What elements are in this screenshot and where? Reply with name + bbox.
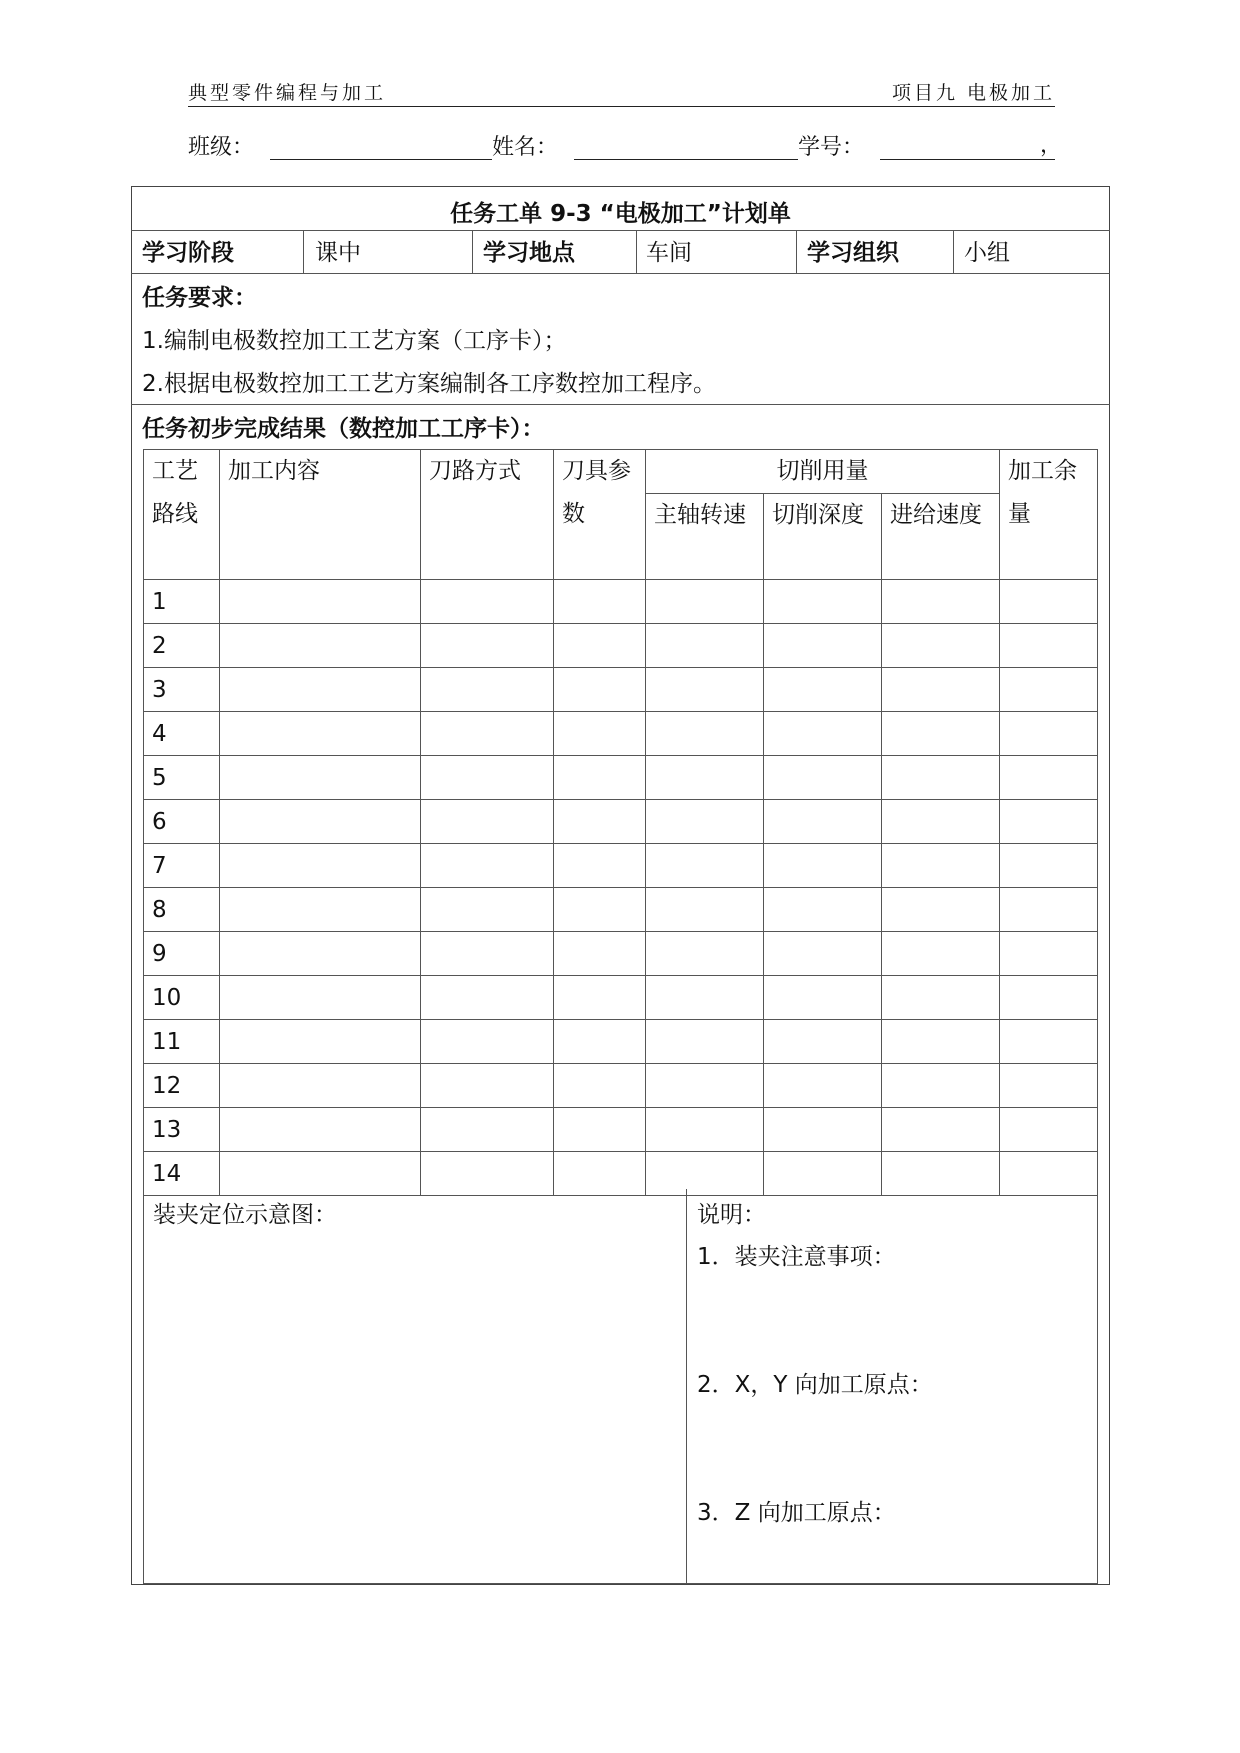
process-card-table xyxy=(143,449,1098,1196)
running-header xyxy=(188,76,1055,107)
table-cell[interactable] xyxy=(1000,1152,1098,1196)
row-number: 13 xyxy=(144,1108,220,1152)
row-number: 2 xyxy=(144,624,220,668)
table-cell[interactable] xyxy=(1000,888,1098,932)
row-number: 7 xyxy=(144,844,220,888)
table-cell[interactable] xyxy=(220,844,421,888)
table-cell[interactable] xyxy=(220,932,421,976)
table-cell[interactable] xyxy=(882,1020,1000,1064)
row-number: 12 xyxy=(144,1064,220,1108)
table-cell[interactable] xyxy=(764,712,882,756)
table-cell[interactable] xyxy=(646,668,764,712)
table-cell[interactable] xyxy=(882,932,1000,976)
feed-rate-header: 进给速度 xyxy=(882,494,1000,580)
location-value[interactable]: 车间 xyxy=(646,240,692,266)
table-cell[interactable] xyxy=(554,932,646,976)
table-cell[interactable] xyxy=(646,844,764,888)
divider xyxy=(303,230,304,273)
table-cell[interactable] xyxy=(764,1108,882,1152)
table-cell[interactable] xyxy=(882,800,1000,844)
table-cell[interactable] xyxy=(421,888,554,932)
table-cell[interactable] xyxy=(1000,1064,1098,1108)
table-cell[interactable] xyxy=(421,932,554,976)
table-cell[interactable] xyxy=(1000,1108,1098,1152)
table-cell[interactable] xyxy=(764,1020,882,1064)
table-cell[interactable] xyxy=(421,844,554,888)
trailing-mark: ， xyxy=(1040,133,1063,158)
table-cell[interactable] xyxy=(764,976,882,1020)
table-cell[interactable] xyxy=(646,1020,764,1064)
table-cell[interactable] xyxy=(1000,756,1098,800)
table-cell[interactable] xyxy=(421,668,554,712)
table-cell[interactable] xyxy=(646,580,764,624)
table-cell[interactable] xyxy=(1000,624,1098,668)
table-cell[interactable] xyxy=(421,756,554,800)
table-cell[interactable] xyxy=(882,668,1000,712)
table-cell[interactable] xyxy=(554,800,646,844)
table-cell[interactable] xyxy=(554,756,646,800)
note-fixture-precautions: 1．装夹注意事项： xyxy=(697,1244,896,1270)
table-cell[interactable] xyxy=(220,1152,421,1196)
name-label: 姓名： xyxy=(492,135,559,160)
row-number: 9 xyxy=(144,932,220,976)
table-cell[interactable] xyxy=(646,1152,764,1196)
table-cell[interactable] xyxy=(882,976,1000,1020)
table-cell[interactable] xyxy=(1000,844,1098,888)
route-header: 工艺路线 xyxy=(144,450,220,580)
organization-label: 学习组织 xyxy=(807,240,899,266)
fixture-diagram-label: 装夹定位示意图： xyxy=(153,1202,337,1228)
rule xyxy=(143,1583,1097,1584)
divider xyxy=(796,230,797,273)
table-cell[interactable] xyxy=(882,1152,1000,1196)
table-row xyxy=(144,1064,1098,1108)
name-blank[interactable] xyxy=(574,159,798,160)
cut-depth-header: 切削深度 xyxy=(764,494,882,580)
table-row xyxy=(144,712,1098,756)
row-number: 5 xyxy=(144,756,220,800)
table-cell[interactable] xyxy=(554,888,646,932)
table-cell[interactable] xyxy=(646,932,764,976)
table-cell[interactable] xyxy=(220,976,421,1020)
student-id-label: 学号： xyxy=(798,135,865,160)
divider xyxy=(143,1189,144,1584)
table-cell[interactable] xyxy=(421,1064,554,1108)
rule xyxy=(131,273,1110,274)
table-cell[interactable] xyxy=(764,800,882,844)
table-cell[interactable] xyxy=(554,1020,646,1064)
table-row xyxy=(144,932,1098,976)
requirement-item: 2.根据电极数控加工工艺方案编制各工序数控加工程序。 xyxy=(142,371,716,397)
row-number: 1 xyxy=(144,580,220,624)
table-cell[interactable] xyxy=(220,668,421,712)
table-cell[interactable] xyxy=(1000,1020,1098,1064)
table-cell[interactable] xyxy=(220,624,421,668)
row-number: 14 xyxy=(144,1152,220,1196)
table-cell[interactable] xyxy=(882,624,1000,668)
table-cell[interactable] xyxy=(882,888,1000,932)
table-cell[interactable] xyxy=(554,668,646,712)
table-cell[interactable] xyxy=(554,712,646,756)
table-row xyxy=(144,668,1098,712)
content-header: 加工内容 xyxy=(220,450,421,580)
table-cell[interactable] xyxy=(1000,976,1098,1020)
spindle-speed-header: 主轴转速 xyxy=(646,494,764,580)
table-cell[interactable] xyxy=(554,580,646,624)
organization-value[interactable]: 小组 xyxy=(964,240,1010,266)
table-cell[interactable] xyxy=(554,1064,646,1108)
row-number: 11 xyxy=(144,1020,220,1064)
table-row xyxy=(144,888,1098,932)
divider xyxy=(636,230,637,273)
row-number: 6 xyxy=(144,800,220,844)
table-cell[interactable] xyxy=(220,756,421,800)
cutting-params-header: 切削用量 xyxy=(646,450,1000,494)
divider xyxy=(472,230,473,273)
class-blank[interactable] xyxy=(270,159,492,160)
table-cell[interactable] xyxy=(421,976,554,1020)
table-cell[interactable] xyxy=(220,1108,421,1152)
table-row xyxy=(144,800,1098,844)
course-title: 典型零件编程与加工 xyxy=(188,82,387,104)
table-cell[interactable] xyxy=(421,712,554,756)
table-cell[interactable] xyxy=(421,1152,554,1196)
table-cell[interactable] xyxy=(421,1020,554,1064)
table-cell[interactable] xyxy=(764,580,882,624)
table-cell[interactable] xyxy=(646,1064,764,1108)
table-cell[interactable] xyxy=(764,1152,882,1196)
table-cell[interactable] xyxy=(220,888,421,932)
fixture-diagram-area[interactable] xyxy=(150,1240,680,1576)
table-row xyxy=(144,1152,1098,1196)
table-row xyxy=(144,580,1098,624)
table-cell[interactable] xyxy=(882,712,1000,756)
table-row xyxy=(144,844,1098,888)
result-heading: 任务初步完成结果（数控加工工序卡）： xyxy=(142,416,545,442)
location-label: 学习地点 xyxy=(483,240,575,266)
table-cell[interactable] xyxy=(1000,932,1098,976)
stage-label: 学习阶段 xyxy=(142,240,234,266)
row-number: 10 xyxy=(144,976,220,1020)
table-row xyxy=(144,1108,1098,1152)
table-cell[interactable] xyxy=(882,1108,1000,1152)
notes-heading: 说明： xyxy=(697,1202,766,1228)
table-cell[interactable] xyxy=(646,756,764,800)
stage-value[interactable]: 课中 xyxy=(315,240,361,266)
student-info-line xyxy=(188,130,1063,164)
chapter-title: 项目九 电极加工 xyxy=(891,82,1055,104)
table-cell[interactable] xyxy=(1000,668,1098,712)
table-row xyxy=(144,756,1098,800)
sheet-title: 任务工单 9-3 “电极加工”计划单 xyxy=(450,201,791,227)
table-cell[interactable] xyxy=(220,1020,421,1064)
table-cell[interactable] xyxy=(764,668,882,712)
rule xyxy=(131,404,1110,405)
table-cell[interactable] xyxy=(1000,712,1098,756)
requirement-item: 1.编制电极数控加工工艺方案（工序卡）； xyxy=(142,328,567,354)
table-cell[interactable] xyxy=(646,712,764,756)
tool-params-header: 刀具参数 xyxy=(554,450,646,580)
table-cell[interactable] xyxy=(764,1064,882,1108)
note-xy-origin: 2．X，Y 向加工原点： xyxy=(697,1372,933,1398)
table-cell[interactable] xyxy=(882,756,1000,800)
allowance-header: 加工余量 xyxy=(1000,450,1098,580)
table-cell[interactable] xyxy=(220,1064,421,1108)
requirements-heading: 任务要求： xyxy=(142,285,257,311)
table-cell[interactable] xyxy=(764,756,882,800)
row-number: 4 xyxy=(144,712,220,756)
table-cell[interactable] xyxy=(882,844,1000,888)
table-cell[interactable] xyxy=(646,624,764,668)
divider xyxy=(1097,1189,1098,1584)
table-cell[interactable] xyxy=(764,932,882,976)
table-cell[interactable] xyxy=(220,580,421,624)
divider xyxy=(686,1189,687,1584)
note-z-origin: 3．Z 向加工原点： xyxy=(697,1500,896,1526)
table-row xyxy=(144,1020,1098,1064)
table-row xyxy=(144,624,1098,668)
table-cell[interactable] xyxy=(646,888,764,932)
table-cell[interactable] xyxy=(554,1152,646,1196)
table-row xyxy=(144,976,1098,1020)
table-cell[interactable] xyxy=(554,976,646,1020)
table-cell[interactable] xyxy=(764,844,882,888)
table-cell[interactable] xyxy=(220,800,421,844)
table-cell[interactable] xyxy=(646,976,764,1020)
table-cell[interactable] xyxy=(421,800,554,844)
table-cell[interactable] xyxy=(646,800,764,844)
table-cell[interactable] xyxy=(421,624,554,668)
table-cell[interactable] xyxy=(764,888,882,932)
student-id-blank[interactable] xyxy=(880,159,1055,160)
table-cell[interactable] xyxy=(554,624,646,668)
table-cell[interactable] xyxy=(421,1108,554,1152)
table-cell[interactable] xyxy=(882,580,1000,624)
table-cell[interactable] xyxy=(421,580,554,624)
table-cell[interactable] xyxy=(554,1108,646,1152)
row-number: 3 xyxy=(144,668,220,712)
table-cell[interactable] xyxy=(1000,580,1098,624)
table-cell[interactable] xyxy=(764,624,882,668)
toolpath-header: 刀路方式 xyxy=(421,450,554,580)
table-cell[interactable] xyxy=(1000,800,1098,844)
divider xyxy=(953,230,954,273)
class-label: 班级： xyxy=(188,135,255,160)
table-cell[interactable] xyxy=(882,1064,1000,1108)
table-cell[interactable] xyxy=(646,1108,764,1152)
row-number: 8 xyxy=(144,888,220,932)
table-cell[interactable] xyxy=(554,844,646,888)
table-cell[interactable] xyxy=(220,712,421,756)
rule xyxy=(131,230,1110,231)
